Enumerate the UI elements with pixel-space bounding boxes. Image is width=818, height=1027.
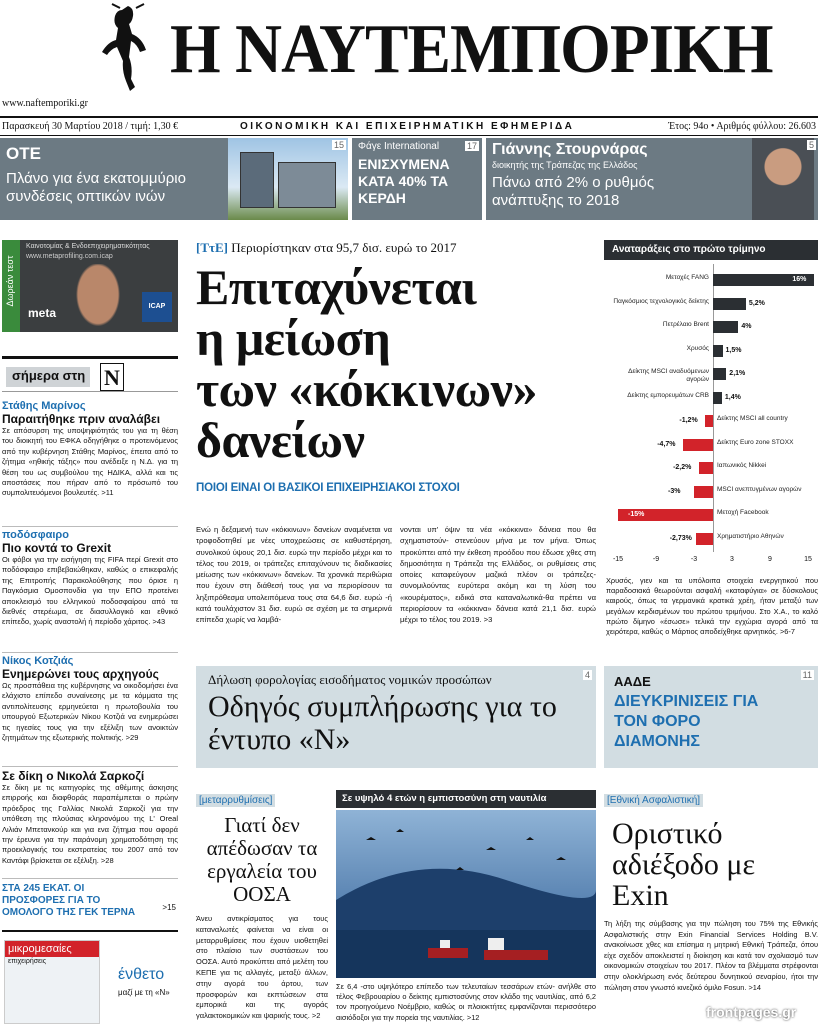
chart-value-label: 2,1% <box>729 370 746 377</box>
lead-column-1: Ενώ η δεξαμενή των «κόκκινων» δανείων αναμένεται να τροφοδοτηθεί με νέες υποχρεώσεις σε καθυστέρηση, συνολικού ύψους 20,1 δισ. ευρώ την περίοδο μέχρι και το τέλος του 2019, οι τράπεζες επιταχύνουν τις διαδικασίες μείωσης των «κόκκινων» δανείων. Τα χρονικά περιθώρια που έχουν στη διάθεσή τους για να περιορίσουν τα ληξιπρόθεσμα υπολειπόμενα τους στα 64,6 δισ. ευρώ -ή κατά τουλάχιστον 31 δισ. ευρώ σε σχέση με τα σημερινά επίπεδα χωρίς να λαμβά- <box>196 525 392 625</box>
teaser-text: Πάνω από 2% ο ρυθμός ανάπτυξης το 2018 <box>492 174 655 209</box>
lead-kicker: Περιορίστηκαν στα 95,7 δισ. ευρώ το 2017 <box>231 240 457 255</box>
tax-kicker: Δήλωση φορολογίας εισοδήματος νομικών προσώπων <box>208 672 492 687</box>
supplement-cover <box>4 940 100 1024</box>
lead-tag: [ΤτΕ] <box>196 240 228 255</box>
story-kicker: Στάθης Μαρίνος <box>2 400 86 412</box>
ad-face-photo <box>72 264 124 332</box>
lead-story[interactable] <box>196 240 596 494</box>
ad-side-label: Δωρεάν τεστ <box>5 255 15 307</box>
page-ref: 15 <box>333 140 344 150</box>
chart-category-label: Δείκτης Euro zone STOXX <box>717 438 794 446</box>
chart-category-label: MSCI ανεπτυγμένων αγορών <box>717 485 802 493</box>
exin-title: Οριστικό αδιέξοδο με Exin <box>612 817 756 912</box>
chart-category-label: Χρυσός <box>686 344 709 352</box>
page-ref: 4 <box>584 670 590 680</box>
gek-text: ΣΤΑ 245 ΕΚΑΤ. ΟΙ ΠΡΟΣΦΟΡΕΣ ΓΙΑ ΤΟ ΟΜΟΛΟΓΟ ΤΗΣ ΓΕΚ ΤΕΡΝΑ <box>2 883 136 918</box>
exin-body: Τη λήξη της σύμβασης για την πώληση του 75% της Εθνικής Ασφαλιστικής στην Exin Financial Services Holding B.V. ανακοίνωσε χθες και επίσημα η μητρική Εθνική Τράπεζα, όπου είχε σχεδόν αποκλειστεί η διοίκηση και κατά τον σχολιασμό των οικονομικών στοιχείων του 2017. Πλέον τα βλέμματα στρέφονται στην ολοκλήρωση ενός δεύτερου δυνητικού σεναρίου, ήτοι την πώληση στον γνωστό κινεζικό όμιλο Fosun. >14 <box>604 919 818 992</box>
story-title: Παραιτήθηκε πριν αναλάβει <box>2 412 161 426</box>
chart-tick-label: 3 <box>730 556 734 563</box>
site-url[interactable]: www.naftemporiki.gr <box>2 98 88 109</box>
supplement-cover-sub: επιχειρήσεις <box>8 958 47 965</box>
sidebar-story-2[interactable] <box>2 526 178 628</box>
teaser-kicker: ΟΤΕ <box>6 144 41 163</box>
teaser-text: ΕΝΙΣΧΥΜΕΝΑ ΚΑΤΑ 40% ΤΑ ΚΕΡΔΗ <box>358 156 450 206</box>
issue-date: Παρασκευή 30 Μαρτίου 2018 / τιμή: 1,30 € <box>2 121 179 132</box>
simera-header <box>2 356 178 392</box>
oosa-story[interactable] <box>196 790 328 1022</box>
sidebar-story-3[interactable] <box>2 652 178 743</box>
tax-title: Οδηγός συμπλήρωσης για το έντυπο «Ν» <box>208 690 557 756</box>
ote-building-photo <box>228 138 348 220</box>
watermark: frontpages.gr <box>706 1004 797 1020</box>
story-title: Πιο κοντά το Grexit <box>2 541 112 555</box>
page-ref: 17 <box>466 141 477 151</box>
chart-category-label: Δείκτης MSCI αναδυόμενων αγορών <box>628 368 709 383</box>
entheto-promo[interactable] <box>2 930 178 1022</box>
motto: ΟΙΚΟΝΟΜΙΚΗ ΚΑΙ ΕΠΙΧΕΙΡΗΜΑΤΙΚΗ ΕΦΗΜΕΡΙΔΑ <box>240 121 575 132</box>
sidebar-story-1[interactable] <box>2 400 178 499</box>
teaser-stournaras[interactable] <box>486 138 818 220</box>
aade-title: ΔΙΕΥΚΡΙΝΙΣΕΙΣ ΓΙΑ ΤΟΝ ΦΟΡΟ ΔΙΑΜΟΝΗΣ <box>614 693 759 750</box>
sidebar-story-4[interactable] <box>2 766 178 866</box>
exin-story[interactable] <box>604 790 818 1027</box>
chart-bar <box>713 392 722 404</box>
story-body: Σε απόσυρση της υποψηφιότητάς του για τη θέση του διοικητή του ΕΦΚΑ οδηγήθηκε ο προτεινόμενος από την κυβέρνηση Στάθης Μαρίνος, έπειτα από το ζήτημα «ηθικής τάξης» που ανέδειξε η Ν.Δ. για τη θέση του ως συμβούλου της ΗΔΙΚΑ, αλλά και τις αποστάσεις που πήραν από το πρόσωπό του συμπολιτευόμενοι βουλευτές. >11 <box>2 426 178 498</box>
hermes-logo-icon <box>98 2 158 94</box>
lead-headline <box>196 259 596 468</box>
ad-line1: Καινοτομίας & Ενδοεπιχειρηματικότητας <box>26 243 150 250</box>
chart-value-label: -4,7% <box>657 440 676 448</box>
story-kicker: Νίκος Κοτζιάς <box>2 655 74 667</box>
entheto-label: ένθετο <box>118 966 165 983</box>
chart-category-label: Ιαπωνικός Nikkei <box>717 462 767 469</box>
chart-value-label: 5,2% <box>748 299 765 307</box>
chart-bar <box>713 345 723 357</box>
bar-chart <box>604 264 818 564</box>
shipping-title: Σε υψηλό 4 ετών η εμπιστοσύνη στη ναυτιλία <box>336 790 596 808</box>
chart-bar <box>713 298 746 310</box>
headline-line: των «κόκκινων» <box>196 361 537 417</box>
chart-value-label: -1,2% <box>679 417 698 424</box>
chart-title: Αναταράξεις στο πρώτο τρίμηνο <box>604 240 818 260</box>
chart-category-label: Μετοχή Facebook <box>717 509 769 516</box>
chart-category-label: Μετοχές FANG <box>665 274 709 281</box>
info-bar <box>0 116 818 136</box>
supplement-cover-title: μικρομεσαίες <box>5 941 99 957</box>
masthead <box>0 0 818 118</box>
newspaper-title: Η ΝΑΥΤΕΜΠΟΡΙΚΗ <box>170 11 773 88</box>
teaser-name: Γιάννης Στουρνάρας <box>492 141 648 158</box>
shipping-story[interactable] <box>336 790 596 1022</box>
story-title: Ενημερώνει τους αρχηγούς <box>2 667 159 681</box>
oosa-tag: [μεταρρυθμίσεις] <box>196 794 275 807</box>
story-body: Οι φόβοι για την εισήγηση της FIFA περί Grexit στο ποδόσφαιρο επιβεβαιώθηκαν, καθώς ο επικεφαλής της Επιτροπής Παρακολούθησης που όρισε η Παγκόσμια Ομοσπονδία για την ΕΠΟ προτείνει αποκλεισμό του ελληνικού ποδοσφαίρου από τα διεθνές στερέωμα, σε διασυλλογικό και εθνικό επίπεδο, χωρίς αναστολή ή περίοδο χάριτος. >43 <box>2 555 178 627</box>
ad-meta: meta <box>28 306 57 320</box>
shipping-photo <box>336 810 596 978</box>
chart-tick-label: 9 <box>768 556 772 563</box>
chart-bar <box>683 439 713 451</box>
teaser-role: διοικητής της Τράπεζας της Ελλάδος <box>492 160 638 170</box>
chart-category-label: Δείκτης MSCI all country <box>717 415 788 422</box>
gek-terna-teaser[interactable] <box>2 878 178 919</box>
teaser-ote[interactable] <box>0 138 228 220</box>
chart-value-label: -2,2% <box>673 464 692 471</box>
oosa-body: Άνευ αντικρίσματος για τους καταναλωτές φαίνεται να είναι οι μεταρρυθμίσεις που έχουν υιοθετηθεί στο πλαίσιο των συστάσεων του ΟΟΣΑ. Αυτό προκύπτει από μελέτη του ΚΕΠΕ για τις αλλαγές, μεταξύ άλλων, στην αγορά του άρτου, των προσφορών και εκπτώσεων στα εμπορικά και της αγοράς γαλακτοκομικών και ψαρικής τους. >2 <box>196 914 328 1021</box>
page-ref: >15 <box>162 903 176 912</box>
chart-category-label: Παγκόσμιος τεχνολογικός δείκτης <box>613 297 709 305</box>
aade-kicker: ΑΑΔΕ <box>614 674 651 689</box>
entheto-desc: μαζί με τη «Ν» <box>118 988 170 997</box>
page-ref: 11 <box>802 670 812 680</box>
chart-caption: Χρυσός, γιεν και τα υπόλοιπα στοιχεία ενεργητικού που παραδοσιακά θεωρούνται ασφαλή «καταφύγια» σε δύσκολους καιρούς, όπως τα γερμανικά κρατικά χρέη, ήταν μεταξύ των μεγάλων κερδισμένων του πρώτου τριμήνου. Στο Χ.Α., το καλό πρώτο δίμηνο «έσωσε» τελικά την εγχώρια αγορά από τα χειρότερα, καθώς ο Μάρτιος αποδείχθηκε αρνητικός. >6-7 <box>606 576 818 637</box>
chart-value-label: 4% <box>741 323 752 330</box>
teaser-kicker: Φάγε International <box>358 141 440 152</box>
simera-label: σήμερα στη <box>12 368 86 383</box>
oosa-title: Γιατί δεν απέδωσαν τα εργαλεία του ΟΟΣΑ <box>206 813 318 906</box>
headline-line: Επιταχύνεται <box>196 259 477 315</box>
chart-bar <box>713 368 726 380</box>
story-kicker: ποδόσφαιρο <box>2 529 69 541</box>
issue-number: Έτος: 94ο • Αριθμός φύλλου: 26.603 <box>668 121 816 132</box>
chart-value-label: -15% <box>628 511 645 518</box>
chart-tick-label: -15 <box>612 556 624 563</box>
headline-line: δανείων <box>196 412 365 468</box>
ad-metaprofiling[interactable] <box>2 240 178 332</box>
n-logo: Ν <box>100 363 124 391</box>
chart-bar <box>705 415 713 427</box>
chart-value-label: 16% <box>792 276 807 283</box>
chart-tick-label: -3 <box>690 556 698 563</box>
chart-value-label: -2,73% <box>669 534 692 542</box>
chart-bar <box>713 321 738 333</box>
chart-tick-label: 15 <box>804 556 812 563</box>
story-title: Σε δίκη ο Νικολά Σαρκοζί <box>2 769 145 783</box>
chart-value-label: 1,4% <box>724 393 741 401</box>
teaser-fage[interactable] <box>352 138 482 220</box>
market-chart-panel <box>604 240 818 664</box>
chart-category-label: Χρηματιστήριο Αθηνών <box>717 532 784 540</box>
page-ref: 5 <box>808 140 814 150</box>
ad-line2: www.metaprofiling.com.icap <box>26 253 113 260</box>
chart-category-label: Πετρέλαιο Brent <box>662 321 709 328</box>
story-body: Σε δίκη με τις κατηγορίες της αθέμιτης άσκησης επιρροής και διαφθοράς παραπέμπεται ο πρώην πρόεδρος της Γαλλίας Νικολά Σαρκοζί για την υπόθεση της πλούσιας κληρονόμου της L' Oreal Λιλιάν Μπετανκούρ και για ενα ζήτημα που αφορά την έρευνα για την παράνομη χρηματοδότηση της προεκλογικής του εκστρατείας του 2007 από τον Καντάφι βρίσκεται σε εξέλιξη. >28 <box>2 783 178 865</box>
chart-category-label: Δείκτης εμπορευμάτων CRB <box>627 391 709 399</box>
story-body: Ως προσπάθεια της κυβέρνησης να οικοδομήσει ένα ελάχιστο επίπεδο συναίνεσης με τα κόμματα της αντιπολίτευσης ερμηνεύεται η πρωτοβουλία του υπουργού Εξωτερικών Νίκου Κοτζιά να ενημερώσει τις ηγεσίες τους για την εξέλιξη των ανοικτών ζητημάτων της εξωτερικής πολιτικής. >29 <box>2 681 178 743</box>
chart-bar <box>694 486 713 498</box>
chart-value-label: 1,5% <box>725 346 742 354</box>
chart-bar <box>696 533 713 545</box>
lead-column-2: νονται υπ' όψιν τα νέα «κόκκινα» δάνεια που θα σχηματιστούν- στενεύουν μήνα με τον μήνα. Όπως προκύπτει από την έκθεση προόδου που έδωσε χθες στη δημοσιότητα η Τράπεζα της Ελλάδος, οι ρυθμίσεις στις οποίες καταφεύγουν μαζικά πλέον οι τράπεζες-συνομιλούντας ευρύτερα ακόμη και τη λύση του «κουρέματος», ειδικά στα καταναλωτικά-θα πρέπει να περιορίσουν τα «κόκκινα» δάνεια κατά 21,1 δισ. ευρώ μέχρι το τέλος του 2019. >3 <box>400 525 596 625</box>
ad-brand: ICAP <box>142 292 172 322</box>
tax-guide-feature[interactable] <box>196 666 596 768</box>
headline-line: η μείωση <box>196 310 391 366</box>
chart-tick-label: -9 <box>652 556 660 563</box>
lead-subhead: ΠΟΙΟΙ ΕΙΝΑΙ ΟΙ ΒΑΣΙΚΟΙ ΕΠΙΧΕΙΡΗΣΙΑΚΟΙ ΣΤΟΧΟΙ <box>196 482 460 494</box>
shipping-caption: Σε 6,4 -στο υψηλότερο επίπεδο των τελευταίων τεσσάρων ετών- ανήλθε στο τέλος Φεβρουαρίου ο δείκτης εμπιστοσύνης στον κλάδο της ναυτιλίας, από 6,2 τον προηγούμενο Νοέμβριο, καθώς οι πλοιοκτήτες εμφανίζονται περισσότερο αισιόδοξοι για την πορεία της ναυτιλίας. >12 <box>336 982 596 1022</box>
portrait-photo <box>752 138 814 220</box>
chart-value-label: -3% <box>668 487 681 495</box>
exin-tag: [Εθνική Ασφαλιστική] <box>604 794 703 807</box>
chart-bar <box>699 462 713 474</box>
teaser-text: Πλάνο για ένα εκατομμύριο συνδέσεις οπτικών ινών <box>6 170 186 205</box>
aade-teaser[interactable] <box>604 666 818 768</box>
